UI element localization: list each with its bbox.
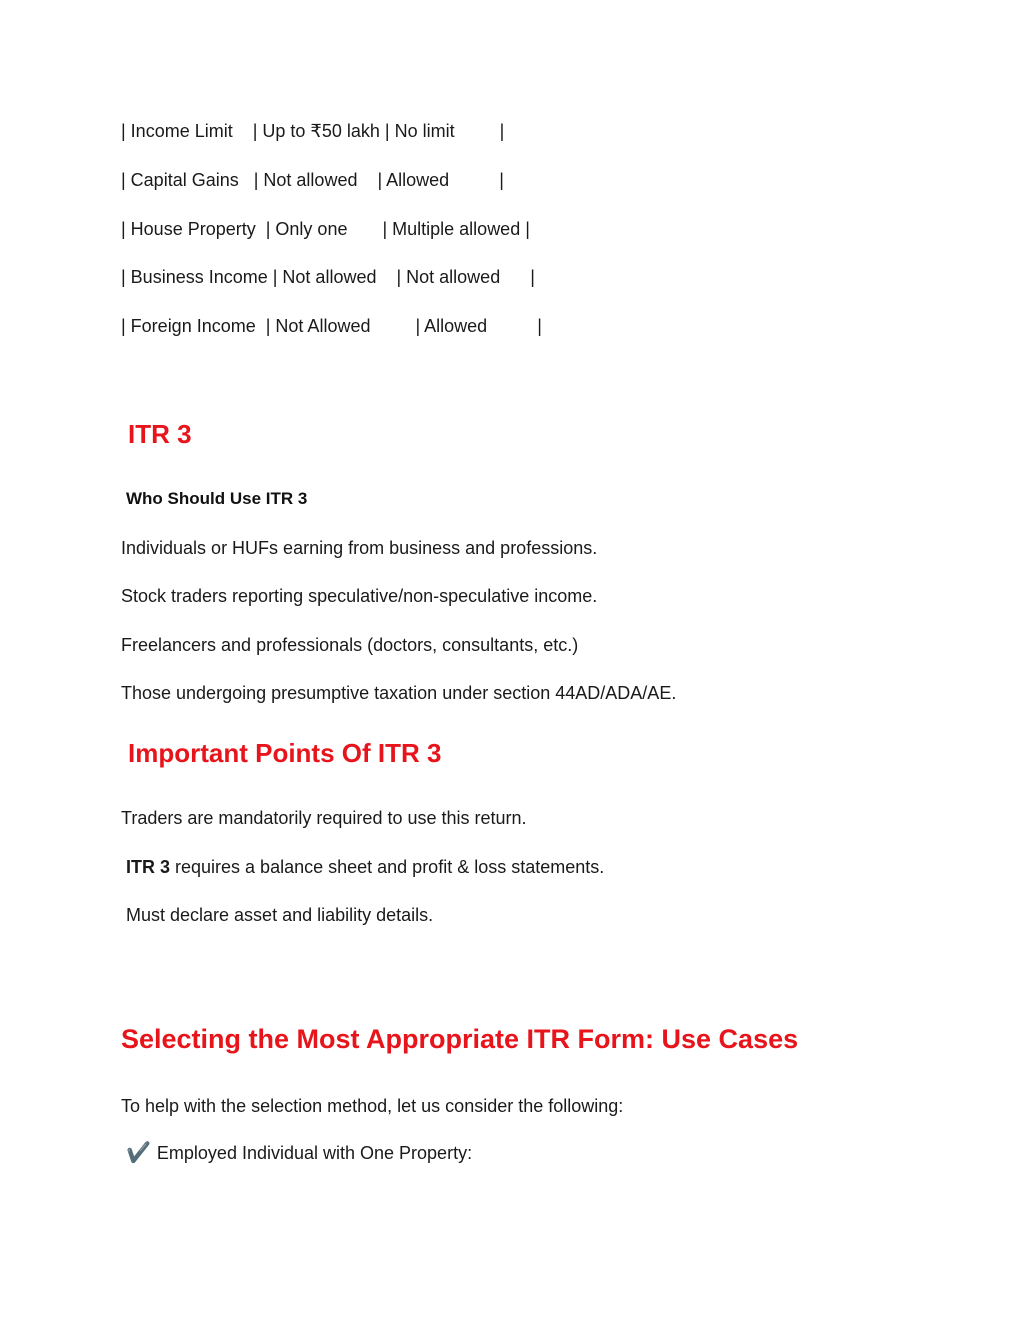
important-item-balance-sheet bbox=[126, 856, 604, 878]
table-row-house-property: | House Property | Only one | Multiple allowed | bbox=[121, 219, 530, 239]
who-item-presumptive: Those undergoing presumptive taxation under section 44AD/ADA/AE. bbox=[121, 683, 677, 703]
important-item-balance-sheet-text: requires a balance sheet and profit & loss statements. bbox=[170, 857, 605, 877]
table-row-capital-gains: | Capital Gains | Not allowed | Allowed | bbox=[121, 170, 504, 190]
who-item-stock-traders: Stock traders reporting speculative/non-speculative income. bbox=[121, 586, 598, 606]
check-icon: ✔️ bbox=[126, 1142, 151, 1164]
who-item-freelancers: Freelancers and professionals (doctors, consultants, etc.) bbox=[121, 635, 579, 655]
use-cases-intro: To help with the selection method, let us consider the following: bbox=[121, 1096, 624, 1116]
important-points-heading: Important Points Of ITR 3 bbox=[128, 738, 442, 768]
itr3-heading: ITR 3 bbox=[128, 419, 192, 449]
who-item-business: Individuals or HUFs earning from business and professions. bbox=[121, 538, 598, 558]
important-item-traders: Traders are mandatorily required to use this return. bbox=[121, 808, 527, 828]
table-row-foreign-income: | Foreign Income | Not Allowed | Allowed | bbox=[121, 316, 542, 336]
use-case-item-employed bbox=[126, 1142, 472, 1164]
who-should-use-heading: Who Should Use ITR 3 bbox=[126, 489, 308, 508]
important-item-assets: Must declare asset and liability details. bbox=[126, 905, 434, 925]
use-case-employed-text: Employed Individual with One Property: bbox=[156, 1143, 473, 1163]
use-cases-heading: Selecting the Most Appropriate ITR Form: Use Cases bbox=[121, 1024, 799, 1054]
table-row-income-limit: | Income Limit | Up to ₹50 lakh | No limit | bbox=[121, 121, 505, 141]
itr3-bold-label: ITR 3 bbox=[126, 857, 171, 877]
table-row-business-income: | Business Income | Not allowed | Not allowed | bbox=[121, 267, 535, 287]
